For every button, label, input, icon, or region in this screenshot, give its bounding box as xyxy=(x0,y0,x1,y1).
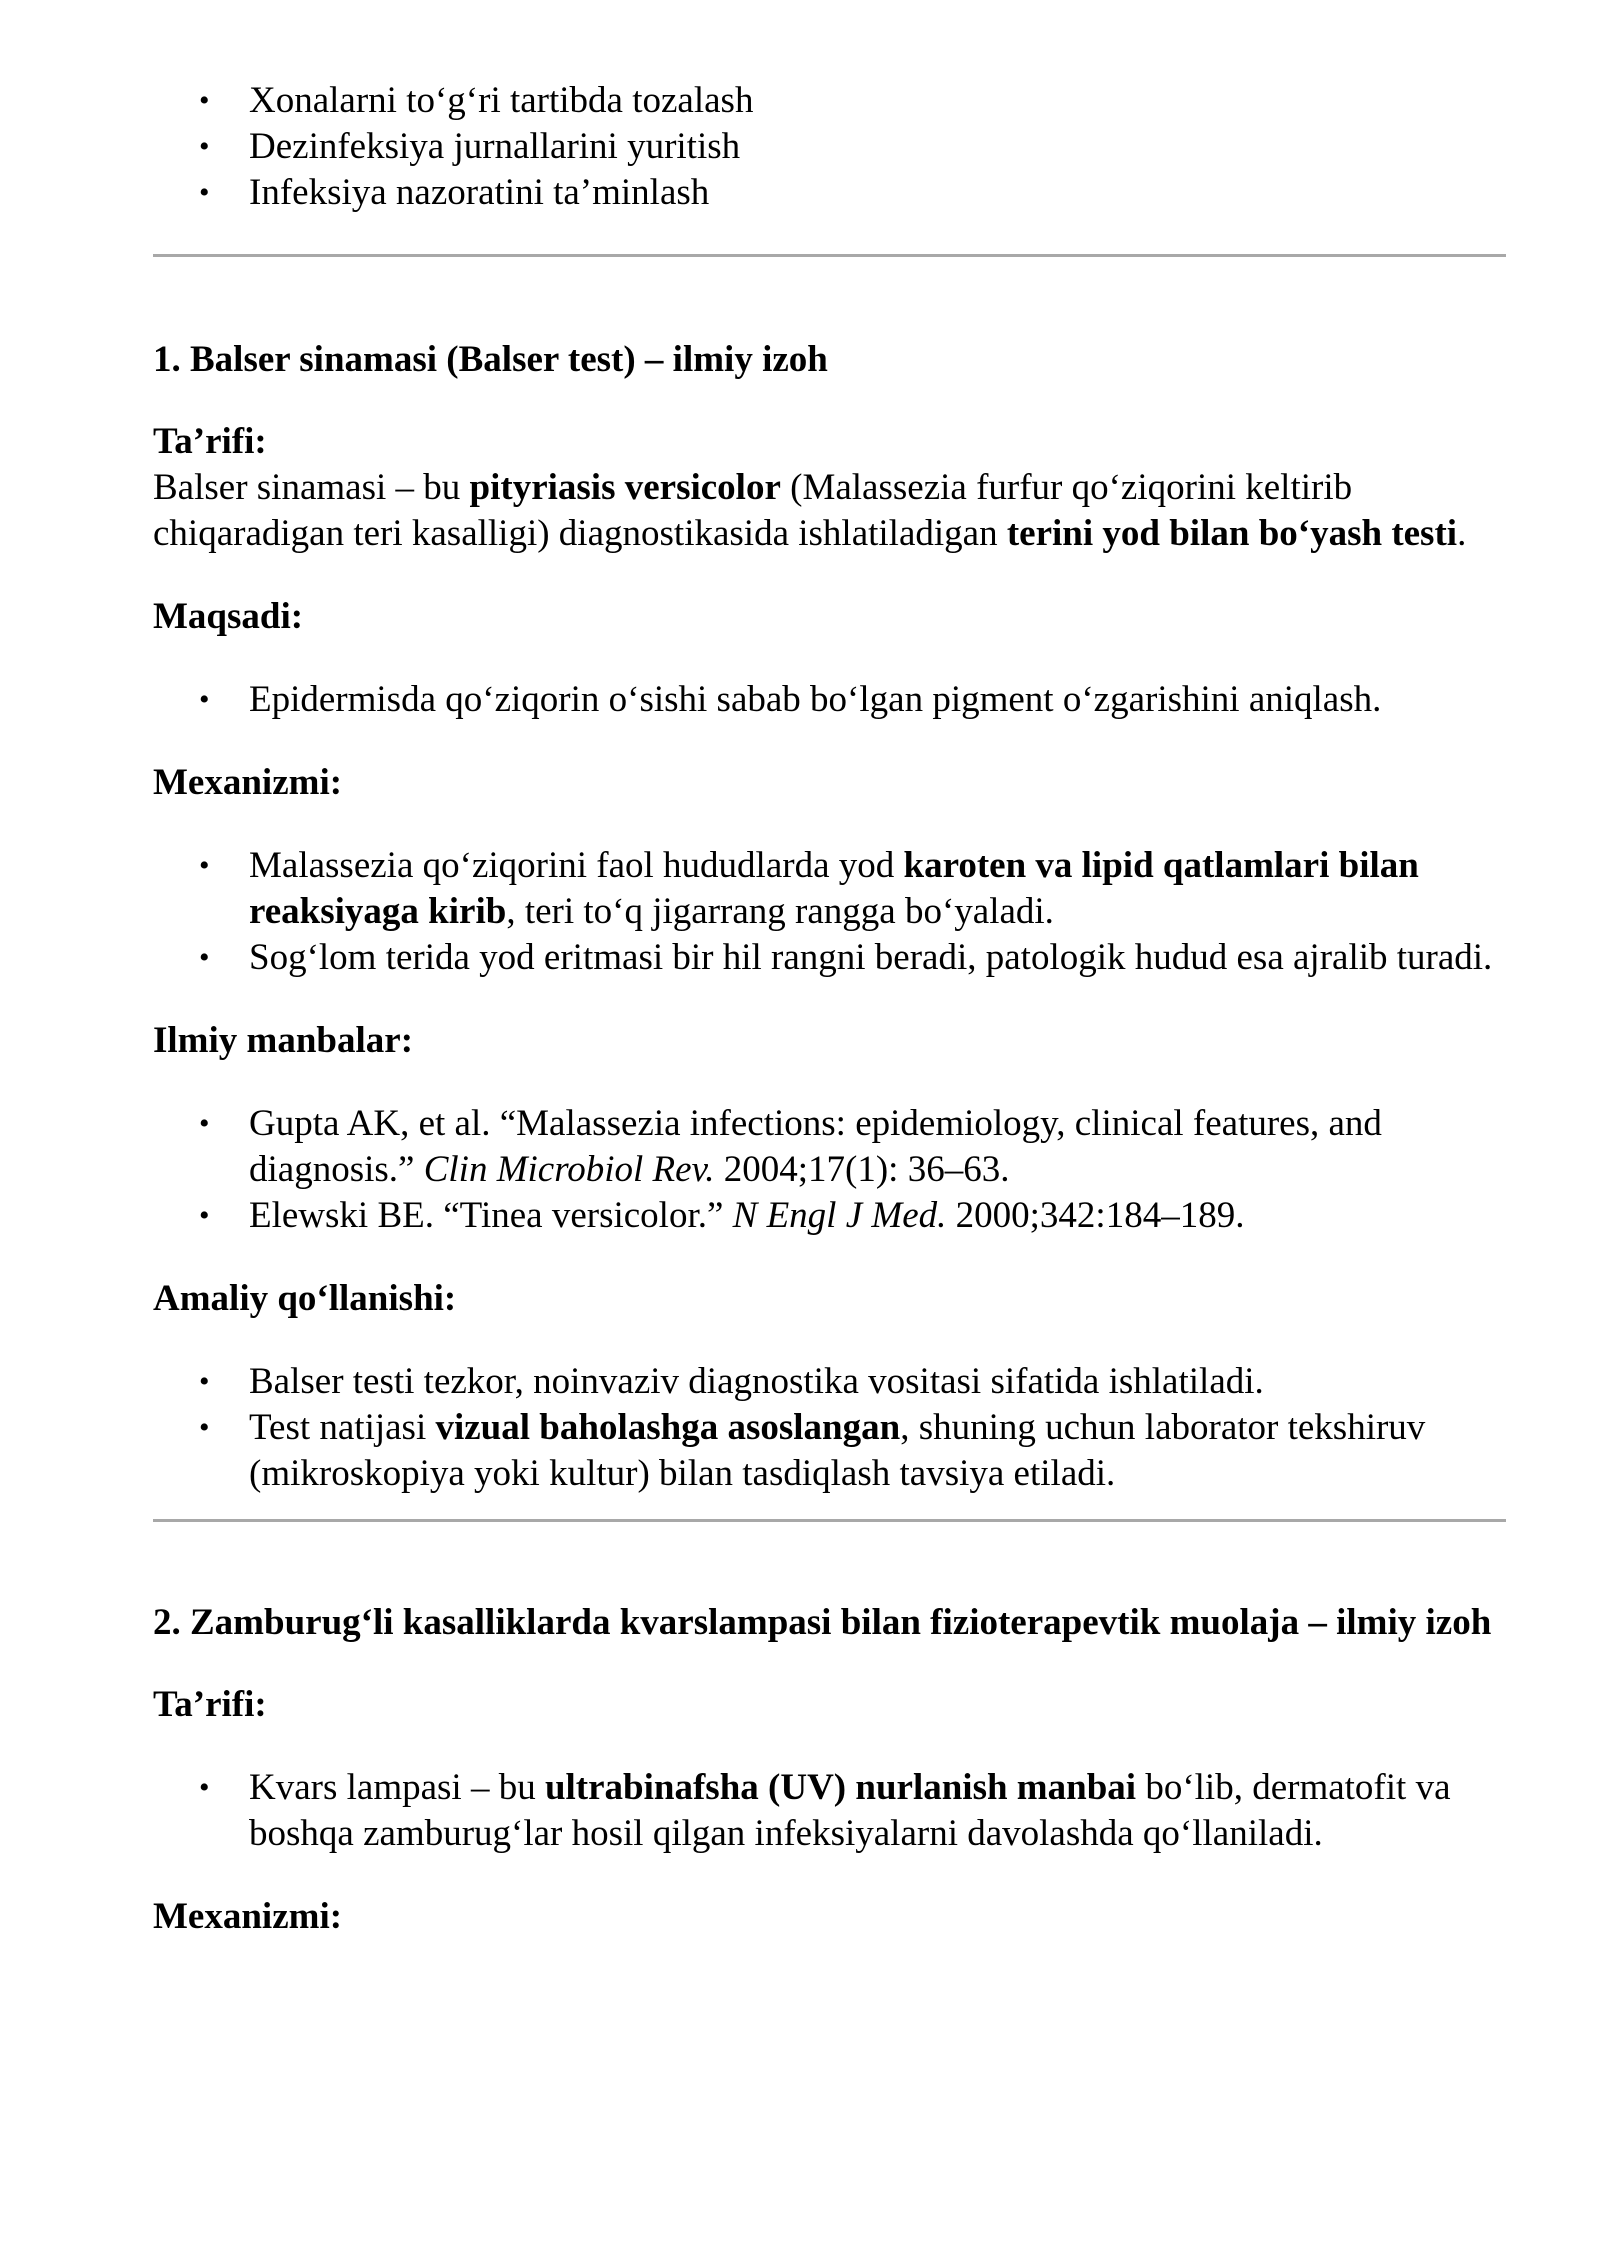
list-item: • Test natijasi vizual baholashga asoslangan, shuning uchun laborator tekshiruv (mikroskopiya yoki kultur) bilan tasdiqlash tavsiya etiladi. xyxy=(199,1407,1426,1494)
bullet-icon: • xyxy=(199,130,210,163)
section1-sources-list xyxy=(153,1101,1505,1239)
bullet-icon: • xyxy=(199,84,210,117)
section1-definition-text: Balser sinamasi – bu pityriasis versicolor (Malassezia furfur qo‘ziqorini keltirib chiqaradigan teri kasalligi) diagnostikasida ishlatiladigan terini yod bilan bo‘yash testi. xyxy=(153,467,1467,554)
section2-definition-list xyxy=(153,1765,1505,1857)
list-item: • Kvars lampasi – bu ultrabinafsha (UV) nurlanish manbai bo‘lib, dermatofit va boshqa zamburug‘lar hosil qilgan infeksiyalarni davolashda qo‘llaniladi. xyxy=(199,1767,1451,1854)
section2-heading: 2. Zamburug‘li kasalliklarda kvarslampasi bilan fizioterapevtik muolaja – ilmiy izoh xyxy=(153,1602,1492,1643)
section1-mechanism-label: Mexanizmi: xyxy=(153,762,343,803)
bullet-icon: • xyxy=(199,1411,210,1444)
list-item: • Gupta AK, et al. “Malassezia infections: epidemiology, clinical features, and diagnosis.” Clin Microbiol Rev. 2004;17(1): 36–63. xyxy=(199,1103,1382,1190)
bullet-icon: • xyxy=(199,849,210,882)
section1-definition-label: Ta’rifi: xyxy=(153,421,267,462)
section1-purpose-label: Maqsadi: xyxy=(153,596,304,637)
list-item: • Epidermisda qo‘ziqorin o‘sishi sabab bo‘lgan pigment o‘zgarishini aniqlash. xyxy=(153,677,1505,723)
bullet-icon: • xyxy=(199,176,210,209)
section2-mechanism-label: Mexanizmi: xyxy=(153,1896,343,1937)
bullet-icon: • xyxy=(199,1107,210,1140)
section2-definition-label: Ta’rifi: xyxy=(153,1684,267,1725)
list-item: • Dezinfeksiya jurnallarini yuritish xyxy=(153,124,1505,170)
section1-practice-list xyxy=(153,1359,1505,1497)
top-bullet-list xyxy=(153,78,1505,216)
section1-purpose-list xyxy=(153,677,1505,723)
section1-sources-label: Ilmiy manbalar: xyxy=(153,1020,414,1061)
section-divider xyxy=(153,254,1506,257)
bullet-icon: • xyxy=(199,683,210,716)
list-item: • Infeksiya nazoratini ta’minlash xyxy=(153,170,1505,216)
section1-mechanism-list xyxy=(153,843,1505,981)
list-item: • Balser testi tezkor, noinvaziv diagnostika vositasi sifatida ishlatiladi. xyxy=(153,1359,1505,1405)
list-item: • Xonalarni to‘g‘ri tartibda tozalash xyxy=(153,78,1505,124)
section1-heading: 1. Balser sinamasi (Balser test) – ilmiy izoh xyxy=(153,339,828,380)
bullet-icon: • xyxy=(199,1771,210,1804)
list-item: • Sog‘lom terida yod eritmasi bir hil rangni beradi, patologik hudud esa ajralib turadi. xyxy=(153,935,1505,981)
section1-practice-label: Amaliy qo‘llanishi: xyxy=(153,1278,457,1319)
list-item: • Elewski BE. “Tinea versicolor.” N Engl J Med. 2000;342:184–189. xyxy=(153,1193,1505,1239)
bullet-icon: • xyxy=(199,1199,210,1232)
bullet-icon: • xyxy=(199,1365,210,1398)
bullet-icon: • xyxy=(199,941,210,974)
section-divider xyxy=(153,1519,1506,1522)
list-item: • Malassezia qo‘ziqorini faol hududlarda yod karoten va lipid qatlamlari bilan reaksiyaga kirib, teri to‘q jigarrang rangga bo‘yaladi. xyxy=(199,845,1419,932)
